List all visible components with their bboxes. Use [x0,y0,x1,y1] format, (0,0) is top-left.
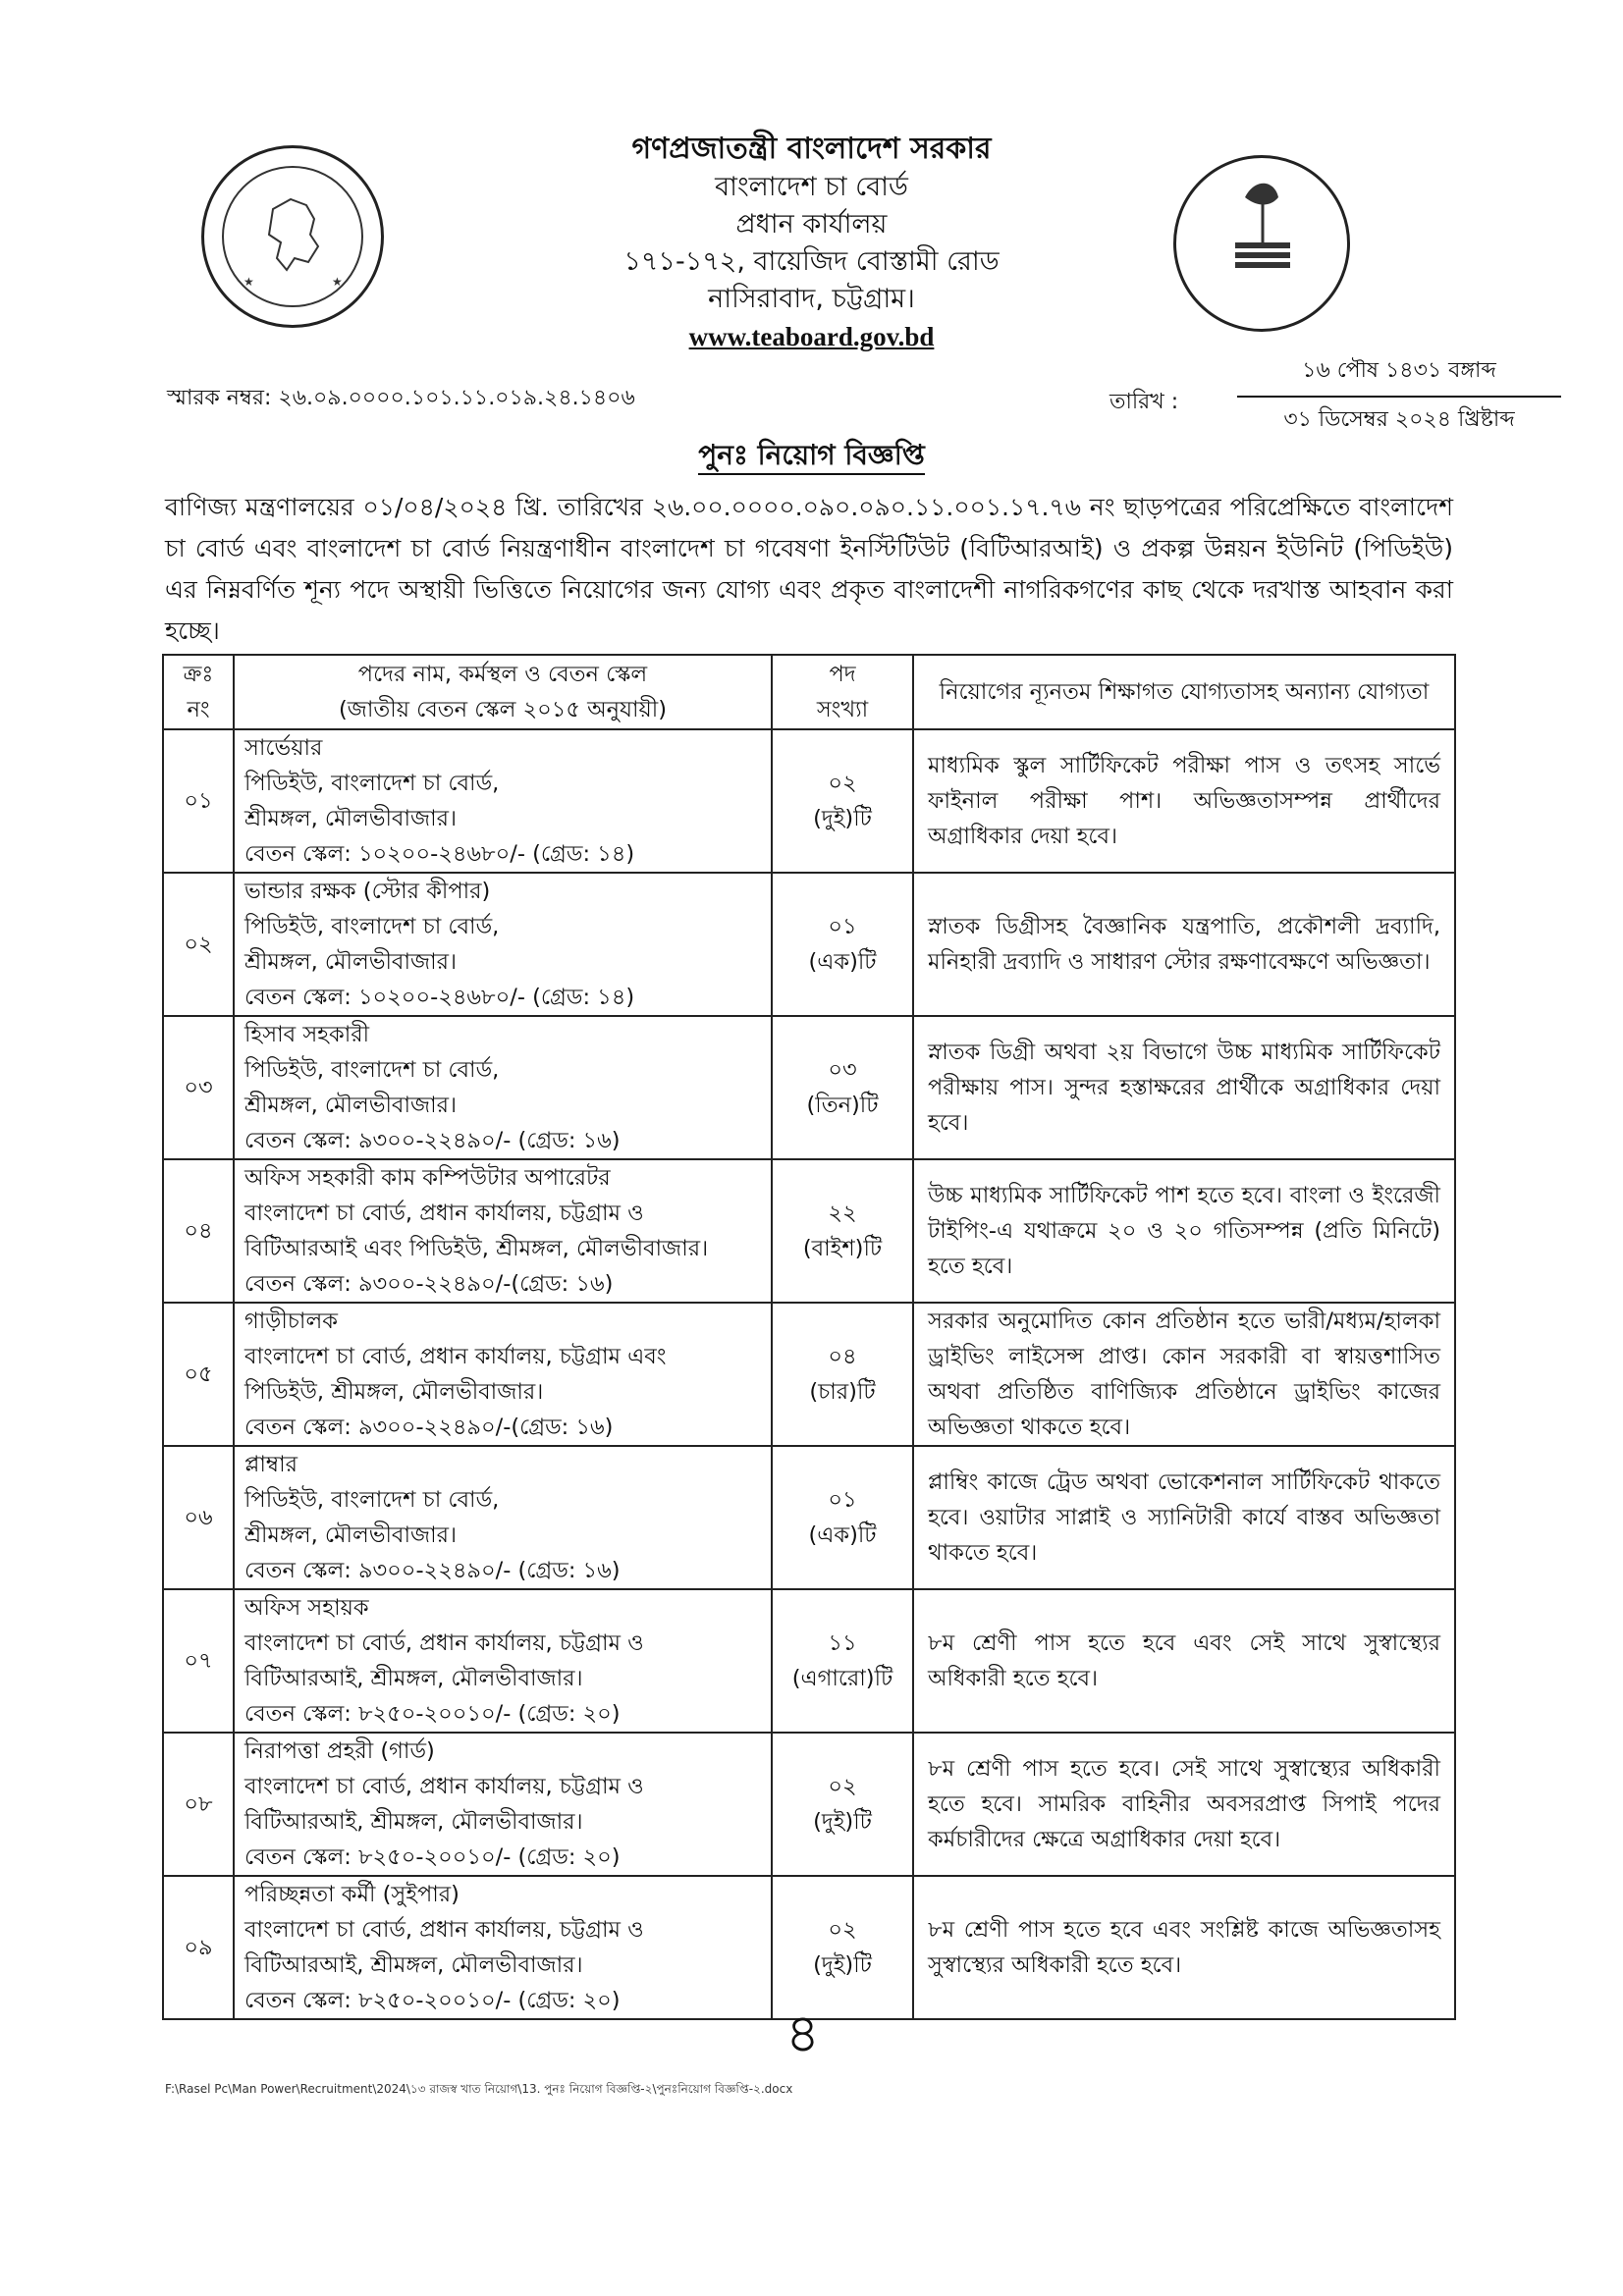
pay-scale: বেতন স্কেল: ৮২৫০-২০০১০/- (গ্রেড: ২০) [244,1701,621,1727]
date-label: তারিখ : [1109,390,1179,414]
post-name: প্লাম্বার [244,1452,298,1477]
count-number: ০১ [828,914,857,939]
notice-title-text: পুনঃ নিয়োগ বিজ্ঞপ্তি [698,439,925,475]
row-post-count [772,1016,913,1159]
row-qualification: স্নাতক ডিগ্রীসহ বৈজ্ঞানিক যন্ত্রপাতি, প্রকৌশলী দ্রব্যাদি, মনিহারী দ্রব্যাদি ও সাধারণ স্টোর রক্ষণাবেক্ষণে অভিজ্ঞতা। [913,873,1455,1016]
work-location: শ্রীমঙ্গল, মৌলভীবাজার। [244,1522,458,1548]
row-serial: ০৪ [163,1159,234,1303]
work-location: বিটিআরআই, শ্রীমঙ্গল, মৌলভীবাজার। [244,1809,583,1835]
post-name: সার্ভেয়ার [244,735,323,761]
posts-table [162,654,1456,2020]
count-words: (বাইশ)টি [802,1236,883,1261]
work-location: শ্রীমঙ্গল, মৌলভীবাজার। [244,1093,458,1118]
row-qualification: উচ্চ মাধ্যমিক সার্টিফিকেট পাশ হতে হবে। বাংলা ও ইংরেজী টাইপিং-এ যথাক্রমে ২০ ও ২০ গতিসম্পন্ন (প্রতি মিনিটে) হতে হবে। [913,1159,1455,1303]
post-name: গাড়ীচালক [244,1308,338,1334]
work-location: পিডিইউ, বাংলাদেশ চা বোর্ড, [244,914,500,939]
svg-text:★: ★ [243,275,254,289]
header-serial [163,655,234,729]
notice-title [0,434,1623,480]
row-serial: ০৬ [163,1446,234,1589]
row-serial: ০২ [163,873,234,1016]
header-serial-line1: ক্রঃ [183,662,214,687]
row-serial: ০৯ [163,1876,234,2019]
count-number: ০২ [828,771,857,796]
header-post-line2: (জাতীয় বেতন স্কেল ২০১৫ অনুযায়ী) [338,697,667,722]
count-words: (দুই)টি [813,806,872,831]
work-location: বিটিআরআই, শ্রীমঙ্গল, মৌলভীবাজার। [244,1666,583,1691]
website-link[interactable]: www.teaboard.gov.bd [688,322,935,351]
work-location: শ্রীমঙ্গল, মৌলভীবাজার। [244,806,458,831]
header-serial-line2: নং [187,697,210,722]
table-row [163,1733,1455,1876]
work-location: শ্রীমঙ্গল, মৌলভীবাজার। [244,949,458,975]
work-location: বিটিআরআই এবং পিডিইউ, শ্রীমঙ্গল, মৌলভীবাজার। [244,1236,709,1261]
count-number: ০২ [828,1917,857,1943]
work-location: বাংলাদেশ চা বোর্ড, প্রধান কার্যালয়, চট্টগ্রাম ও [244,1774,644,1799]
row-post-details [234,1733,772,1876]
header-count [772,655,913,729]
row-post-details [234,1159,772,1303]
table-row [163,1303,1455,1446]
row-serial: ০৭ [163,1589,234,1733]
work-location: বাংলাদেশ চা বোর্ড, প্রধান কার্যালয়, চট্টগ্রাম ও [244,1917,644,1943]
header-post-line1: পদের নাম, কর্মস্থল ও বেতন স্কেল [357,662,648,687]
footer-file-path: F:\Rasel Pc\Man Power\Recruitment\2024\১৩ রাজস্ব খাত নিয়োগ\13. পুনঃ নিয়োগ বিজ্ঞপ্তি-২\পুনঃনিয়োগ বিজ্ঞপ্তি-২.docx [165,2082,793,2096]
header-count-line2: সংখ্যা [816,697,869,722]
count-number: ২২ [828,1201,857,1226]
memo-number: স্মারক নম্বর: ২৬.০৯.০০০০.১০১.১১.০১৯.২৪.১৪০৬ [167,386,635,410]
pay-scale: বেতন স্কেল: ৮২৫০-২০০১০/- (গ্রেড: ২০) [244,1988,621,2013]
row-post-details [234,729,772,873]
row-serial: ০৩ [163,1016,234,1159]
pay-scale: বেতন স্কেল: ৯৩০০-২২৪৯০/- (গ্রেড: ১৬) [244,1558,621,1583]
row-post-count [772,873,913,1016]
row-post-details [234,873,772,1016]
date-bangla: ১৬ পৌষ ১৪৩১ বঙ্গাব্দ [1237,353,1561,398]
table-row [163,1446,1455,1589]
work-location: বাংলাদেশ চা বোর্ড, প্রধান কার্যালয়, চট্টগ্রাম ও [244,1201,644,1226]
row-post-count [772,1733,913,1876]
row-serial: ০৮ [163,1733,234,1876]
pay-scale: বেতন স্কেল: ৯৩০০-২২৪৯০/- (গ্রেড: ১৬) [244,1128,621,1153]
pay-scale: বেতন স্কেল: ৮২৫০-২০০১০/- (গ্রেড: ২০) [244,1844,621,1870]
table-body [163,729,1455,2019]
count-words: (এক)টি [808,1522,877,1548]
work-location: পিডিইউ, বাংলাদেশ চা বোর্ড, [244,771,500,796]
count-number: ১১ [828,1630,857,1656]
count-number: ০৪ [828,1344,857,1369]
table-header-row [163,655,1455,729]
date-gregorian: ৩১ ডিসেম্বর ২০২৪ খ্রিষ্টাব্দ [1283,407,1515,432]
pay-scale: বেতন স্কেল: ১০২০০-২৪৬৮০/- (গ্রেড: ১৪) [244,985,635,1010]
pay-scale: বেতন স্কেল: ৯৩০০-২২৪৯০/-(গ্রেড: ১৬) [244,1271,614,1297]
row-qualification: মাধ্যমিক স্কুল সার্টিফিকেট পরীক্ষা পাস ও তৎসহ সার্ভে ফাইনাল পরীক্ষা পাশ। অভিজ্ঞতাসম্পন্ন প্রার্থীদের অগ্রাধিকার দেয়া হবে। [913,729,1455,873]
work-location: পিডিইউ, বাংলাদেশ চা বোর্ড, [244,1057,500,1083]
row-post-count [772,1303,913,1446]
post-name: অফিস সহকারী কাম কম্পিউটার অপারেটর [244,1165,611,1191]
pay-scale: বেতন স্কেল: ১০২০০-২৪৬৮০/- (গ্রেড: ১৪) [244,841,635,867]
post-name: নিরাপত্তা প্রহরী (গার্ড) [244,1738,435,1764]
government-name: গণপ্রজাতন্ত্রী বাংলাদেশ সরকার [631,132,992,166]
row-serial: ০১ [163,729,234,873]
post-name: হিসাব সহকারী [244,1022,370,1047]
work-location: পিডিইউ, বাংলাদেশ চা বোর্ড, [244,1487,500,1513]
svg-text:★: ★ [332,275,343,289]
work-location: বাংলাদেশ চা বোর্ড, প্রধান কার্যালয়, চট্টগ্রাম এবং [244,1344,667,1369]
count-number: ০১ [828,1487,857,1513]
work-location: বাংলাদেশ চা বোর্ড, প্রধান কার্যালয়, চট্টগ্রাম ও [244,1630,644,1656]
work-location: পিডিইউ, শ্রীমঙ্গল, মৌলভীবাজার। [244,1379,544,1405]
row-post-details [234,1589,772,1733]
letterhead [0,130,1623,355]
table-row [163,1159,1455,1303]
count-words: (চার)টি [809,1379,876,1405]
table-row [163,873,1455,1016]
row-post-count [772,729,913,873]
count-words: (দুই)টি [813,1952,872,1978]
row-qualification: প্লাম্বিং কাজে ট্রেড অথবা ভোকেশনাল সার্টিফিকেট থাকতে হবে। ওয়াটার সাপ্লাই ও স্যানিটারী কার্যে বাস্তব অভিজ্ঞতা থাকতে হবে। [913,1446,1455,1589]
intro-paragraph: বাণিজ্য মন্ত্রণালয়ের ০১/০৪/২০২৪ খ্রি. তারিখের ২৬.০০.০০০০.০৯০.০৯০.১১.০০১.১৭.৭৬ নং ছাড়পত্রের পরিপ্রেক্ষিতে বাংলাদেশ চা বোর্ড এবং বাংলাদেশ চা বোর্ড নিয়ন্ত্রণাধীন বাংলাদেশ চা গবেষণা ইনস্টিটিউট (বিটিআরআই) ও প্রকল্প উন্নয়ন ইউনিট (পিডিইউ) এর নিম্নবর্ণিত শূন্য পদে অস্থায়ী ভিত্তিতে নিয়োগের জন্য যোগ্য এবং প্রকৃত বাংলাদেশী নাগরিকগণের কাছ থেকে দরখাস্ত আহবান করা হচ্ছে। [165,493,1453,645]
address-line-2: নাসিরাবাদ, চট্টগ্রাম। [708,284,915,314]
row-post-details [234,1303,772,1446]
count-words: (তিন)টি [806,1093,879,1118]
row-post-details [234,1016,772,1159]
row-post-details [234,1876,772,2019]
count-words: (এগারো)টি [791,1666,893,1691]
count-number: ০২ [828,1774,857,1799]
organization-name: বাংলাদেশ চা বোর্ড [715,172,908,202]
office-name: প্রধান কার্যালয় [735,209,888,240]
post-name: ভান্ডার রক্ষক (স্টোর কীপার) [244,879,491,904]
header-count-line1: পদ [829,662,856,687]
address-line-1: ১৭১-১৭২, বায়েজিদ বোস্তামী রোড [623,246,1000,277]
post-name: অফিস সহায়ক [244,1595,369,1621]
row-qualification: ৮ম শ্রেণী পাস হতে হবে এবং সেই সাথে সুস্বাস্থ্যের অধিকারী হতে হবে। [913,1589,1455,1733]
row-qualification: ৮ম শ্রেণী পাস হতে হবে। সেই সাথে সুস্বাস্থ্যের অধিকারী হতে হবে। সামরিক বাহিনীর অবসরপ্রাপ্ত সিপাই পদের কর্মচারীদের ক্ষেত্রে অগ্রাধিকার দেয়া হবে। [913,1733,1455,1876]
row-post-details [234,1446,772,1589]
table-row [163,1589,1455,1733]
row-post-count [772,1589,913,1733]
work-location: বিটিআরআই, শ্রীমঙ্গল, মৌলভীবাজার। [244,1952,583,1978]
page-mark: ৪ [785,2002,821,2064]
count-words: (দুই)টি [813,1809,872,1835]
row-qualification: স্নাতক ডিগ্রী অথবা ২য় বিভাগে উচ্চ মাধ্যমিক সার্টিফিকেট পরীক্ষায় পাস। সুন্দর হস্তাক্ষরের প্রার্থীকে অগ্রাধিকার দেয়া হবে। [913,1016,1455,1159]
row-qualification: ৮ম শ্রেণী পাস হতে হবে এবং সংশ্লিষ্ট কাজে অভিজ্ঞতাসহ সুস্বাস্থ্যের অধিকারী হতে হবে। [913,1876,1455,2019]
post-name: পরিচ্ছন্নতা কর্মী (সুইপার) [244,1882,460,1907]
row-qualification: সরকার অনুমোদিত কোন প্রতিষ্ঠান হতে ভারী/মধ্যম/হালকা ড্রাইভিং লাইসেন্স প্রাপ্ত। কোন সরকারী বা স্বায়ত্তশাসিত অথবা প্রতিষ্ঠিত বাণিজ্যিক প্রতিষ্ঠানে ড্রাইভিং কাজের অভিজ্ঞতা থাকতে হবে। [913,1303,1455,1446]
pay-scale: বেতন স্কেল: ৯৩০০-২২৪৯০/-(গ্রেড: ১৬) [244,1415,614,1440]
count-words: (এক)টি [808,949,877,975]
header-post [234,655,772,729]
row-serial: ০৫ [163,1303,234,1446]
header-qualification: নিয়োগের ন্যূনতম শিক্ষাগত যোগ্যতাসহ অন্যান্য যোগ্যতা [913,655,1455,729]
table-row [163,1016,1455,1159]
count-number: ০৩ [828,1057,857,1083]
row-post-count [772,1446,913,1589]
table-row [163,729,1455,873]
row-post-count [772,1159,913,1303]
